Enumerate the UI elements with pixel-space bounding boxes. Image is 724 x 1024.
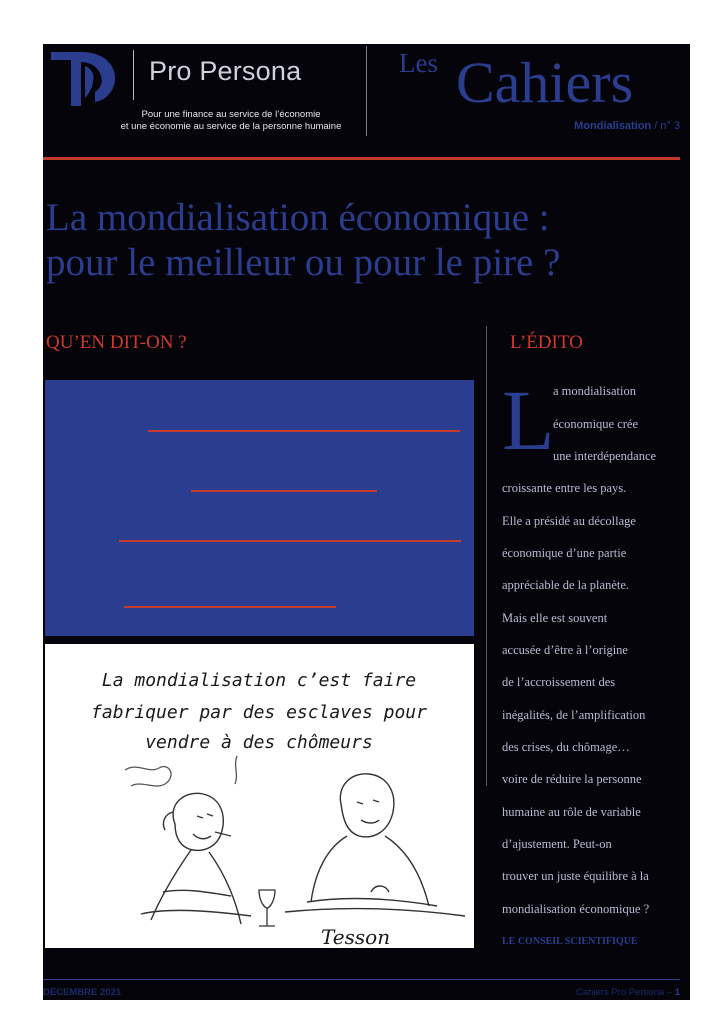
cartoon-caption-line: La mondialisation c’est faire: [101, 670, 417, 691]
edito-drop-cap: L: [502, 372, 555, 468]
edito-line: d’ajustement. Peut-on: [502, 837, 612, 851]
edito-line: Elle a présidé au décollage: [502, 514, 636, 528]
pro-persona-logo-icon: [45, 48, 119, 110]
issue-label: [574, 120, 680, 132]
edito-line: a mondialisation: [553, 384, 636, 398]
footer-publication: [576, 987, 680, 998]
page-number: 1: [674, 987, 680, 998]
edito-line: une interdépendance: [553, 449, 657, 463]
issue-series: Mondialisation: [574, 120, 652, 132]
edito-line: accusée d’être à l’origine: [502, 643, 628, 657]
edito-line: trouver un juste équilibre à la: [502, 869, 649, 883]
section-heading-edito: L’ÉDITO: [510, 332, 583, 353]
masthead-title: Cahiers: [456, 50, 634, 115]
panel-rule: [191, 490, 377, 492]
quote-panel: [45, 380, 474, 636]
page-title-line: pour le meilleur ou pour le pire ?: [46, 241, 561, 284]
page-title-line: La mondialisation économique :: [46, 196, 550, 239]
edito-line: de l’accroissement des: [502, 675, 616, 689]
cartoon-artist-signature: Tesson: [321, 925, 391, 948]
tagline-line: Pour une finance au service de l’économie: [141, 109, 321, 120]
header-rule: [43, 157, 680, 160]
section-heading-qu-en-dit-on: QU’EN DIT-ON ?: [46, 332, 187, 353]
masthead-les: Les: [399, 48, 438, 78]
edito-line: Mais elle est souvent: [502, 611, 608, 625]
footer-rule: [43, 979, 680, 980]
panel-rule: [148, 430, 460, 432]
tagline-line: et une économie au service de la personne humaine: [120, 121, 342, 132]
footer-publication-name: Cahiers Pro Persona –: [575, 987, 675, 998]
edito-line: mondialisation économique ?: [502, 902, 650, 916]
logo-divider: [133, 50, 134, 100]
edito-line: inégalités, de l’amplification: [502, 708, 646, 722]
cartoon-drawing: [45, 644, 474, 948]
edito-signature: LE CONSEIL SCIENTIFIQUE: [502, 936, 638, 947]
edito-line: humaine au rôle de variable: [502, 805, 641, 819]
panel-rule: [124, 606, 336, 608]
edito-line: économique crée: [553, 417, 639, 431]
brand-tagline: [71, 109, 391, 133]
edito-line: économique d’une partie: [502, 546, 627, 560]
edito-line: croissante entre les pays.: [502, 481, 627, 495]
cartoon-caption-line: fabriquer par des esclaves pour: [91, 702, 427, 723]
edito-line: voire de réduire la personne: [502, 772, 642, 786]
brand-name: Pro Persona: [149, 56, 302, 86]
header-divider: [366, 46, 367, 136]
panel-rule: [119, 540, 461, 542]
cartoon-caption-line: vendre à des chômeurs: [145, 732, 373, 753]
column-divider: [486, 326, 487, 786]
issue-number: / n° 3: [651, 120, 680, 132]
edito-line: appréciable de la planète.: [502, 578, 630, 592]
edito-line: des crises, du chômage…: [502, 740, 630, 754]
cartoon-illustration: [45, 644, 474, 948]
document-page: [43, 44, 690, 1000]
footer-date: DÉCEMBRE 2021: [43, 987, 122, 998]
page-title: [46, 195, 686, 285]
